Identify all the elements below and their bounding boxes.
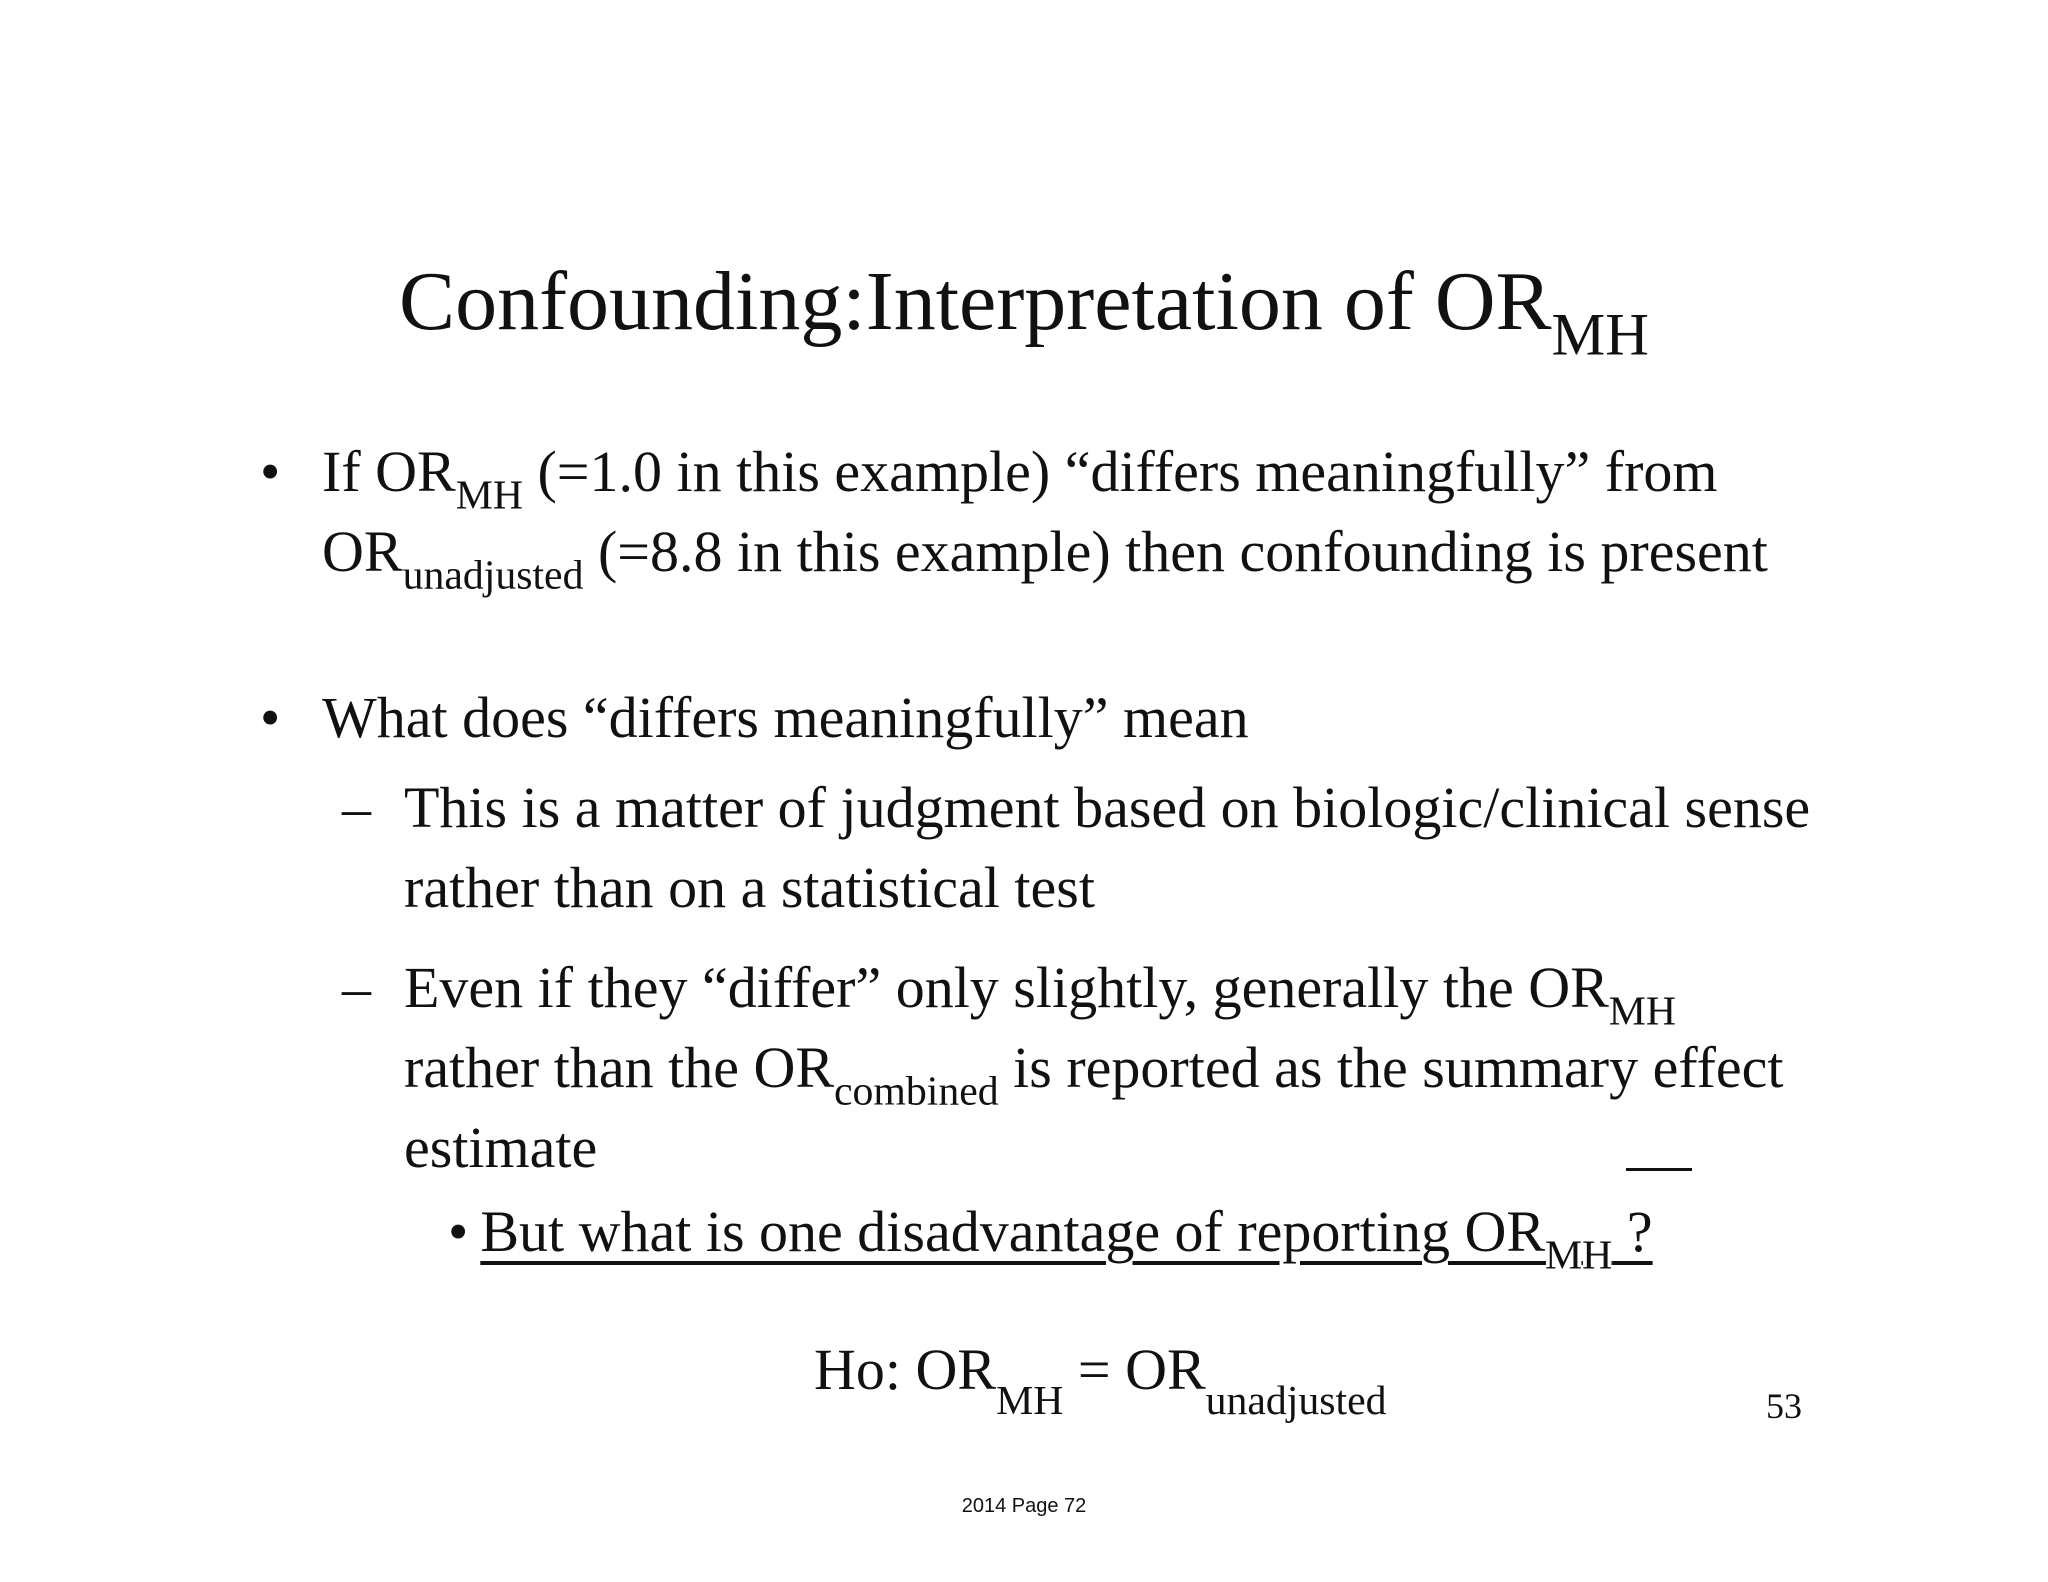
question-item: [448, 1192, 1653, 1279]
sub-bullet-text: rather than the OR: [404, 1035, 835, 1100]
question-text-part: But what is one disadvantage of reporting OR: [480, 1199, 1546, 1264]
bullet-marker: •: [448, 1199, 469, 1264]
bullet-item: [260, 678, 1822, 758]
sub-bullet-subscript: combined: [834, 1068, 999, 1115]
page-footer: 2014 Page 72: [961, 1495, 1087, 1517]
sub-bullet-subscript: MH: [1608, 988, 1677, 1035]
sub-bullet-item: [342, 948, 1824, 1188]
slide-title: [0, 254, 2048, 369]
slide-title-subscript: MH: [1551, 301, 1649, 369]
hypothesis-text: = OR: [1063, 1337, 1206, 1402]
sub-bullet-text: is reported as the summary effect estimate: [404, 1035, 1784, 1180]
dash-marker: –: [342, 775, 371, 840]
bullet-subscript: unadjusted: [402, 552, 584, 599]
bullet-text: If OR: [322, 439, 456, 504]
bullet-item: [260, 432, 1822, 599]
question-text-part: ?: [1612, 1199, 1653, 1264]
bullet-text: What does “differs meaningfully” mean: [322, 685, 1249, 750]
hypothesis-text: Ho: OR: [814, 1337, 997, 1402]
bullet-marker: •: [260, 439, 281, 504]
slide-number: 53: [1766, 1386, 1802, 1426]
sub-bullet-item: [342, 768, 1824, 928]
bullet-marker: •: [260, 685, 281, 750]
sub-bullet-text: This is a matter of judgment based on biologic/clinical sense rather than on a statistical test: [404, 775, 1811, 920]
sub-bullet-text: Even if they “differ” only slightly, generally the OR: [404, 955, 1609, 1020]
null-hypothesis: [814, 1330, 1387, 1425]
bullet-text: (=8.8 in this example) then confounding is present: [583, 519, 1768, 584]
overline-mark: [1626, 1168, 1692, 1171]
question-subscript: MH: [1545, 1232, 1613, 1279]
dash-marker: –: [342, 955, 371, 1020]
question-text: [480, 1199, 1653, 1279]
slide-title-text: Confounding:Interpretation of OR: [399, 255, 1552, 348]
bullet-subscript: MH: [455, 472, 523, 519]
hypothesis-subscript: MH: [996, 1378, 1064, 1425]
bullet-text: (=1.0 in this example) “differs meaningfully” from OR: [322, 439, 1718, 584]
hypothesis-subscript: unadjusted: [1205, 1378, 1387, 1425]
